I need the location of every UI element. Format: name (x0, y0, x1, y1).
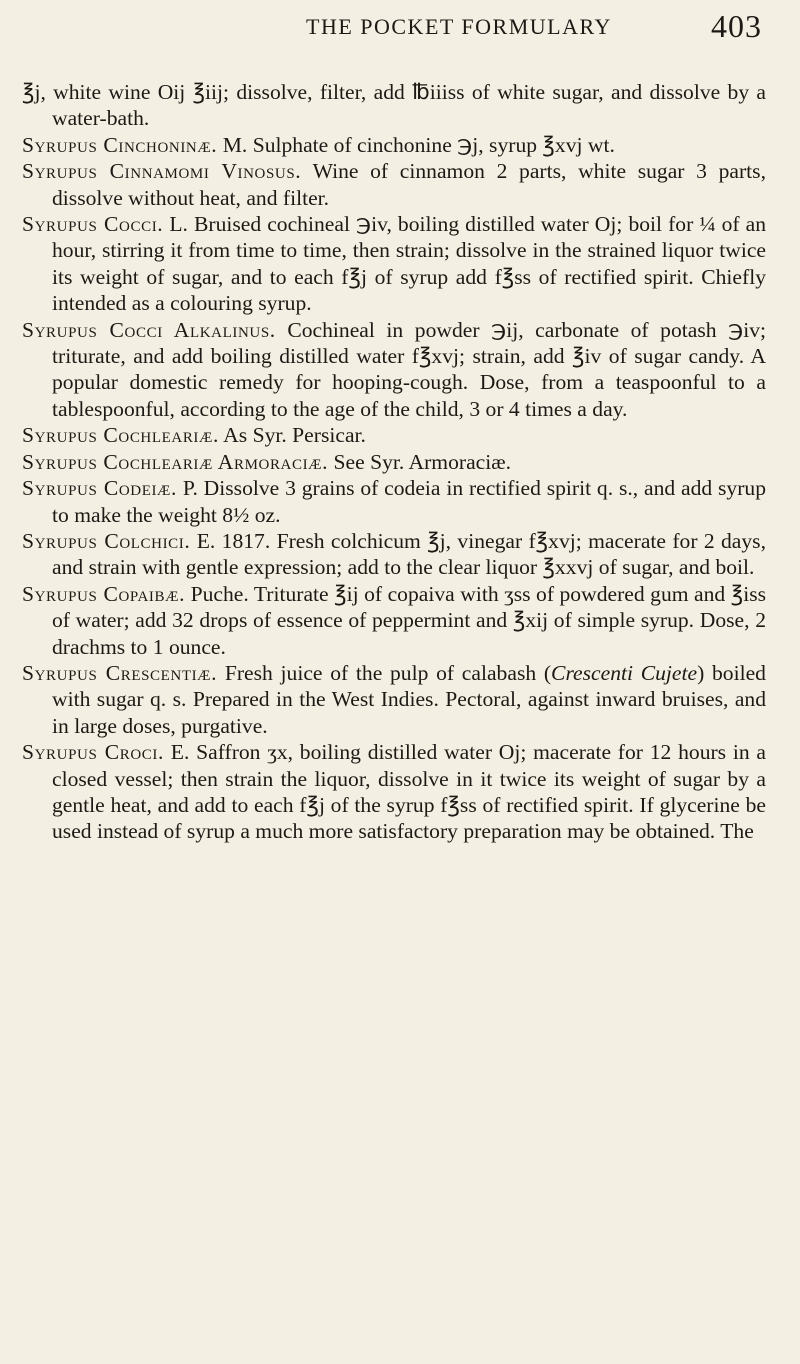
entry-body: E. Saffron ʒx, boiling distilled water Oj; macerate for 12 hours in a closed vessel; then strain the liquor, dissolve in it twice its weight of sugar by a gentle heat, and add to each f℥j of the syrup f℥ss of rectified spirit. If glycerine be used instead of syrup a much more satisfactory preparation may be obtained. The (52, 740, 766, 844)
entry-body-italic: Crescenti Cujete (551, 660, 698, 685)
entry-syrupus-cinnamomi-vinosus (22, 158, 766, 211)
entry-heading: Syrupus Cochleariæ. (22, 423, 219, 448)
entry-body: M. Sulphate of cinchonine ℈j, syrup ℥xvj wt. (217, 132, 615, 157)
entry-heading: Syrupus Copaibæ. (22, 581, 186, 606)
entry-body: As Syr. Persicar. (218, 423, 366, 448)
entry-body-text: ) boiled with sugar q. s. Prepared in the West Indies. Pectoral, against inward bruises, and in large doses, purgative. (52, 660, 766, 738)
entry-body: P. Dissolve 3 grains of codeia in rectified spirit q. s., and add syrup to make the weight 8½ oz. (52, 476, 766, 527)
page-header (22, 0, 766, 86)
entry-body: ℥j, white wine Oij ℥iij; dissolve, filter, add ℔iiiss of white sugar, and dissolve by a water-bath. (22, 80, 766, 131)
entry-heading: Syrupus Cinchoninæ. (22, 132, 218, 157)
entry-syrupus-cinchoninae (22, 132, 766, 158)
entry-heading: Syrupus Cinnamomi Vinosus. (22, 159, 302, 184)
entry-body-text: Fresh juice of the pulp of calabash ( (217, 660, 552, 685)
entry-body: L. Bruised cochineal ℈iv, boiling distilled water Oj; boil for ¼ of an hour, stirring it from time to time, then strain; dissolve in the strained liquor twice its weight of sugar, and to each f℥j of syrup add f℥ss of rectified spirit. Chiefly intended as a colouring syrup. (52, 212, 766, 316)
running-head: THE POCKET FORMULARY (306, 14, 612, 39)
entry-syrupus-cocci (22, 211, 766, 317)
entry-heading: Syrupus Colchici. (22, 528, 191, 553)
page-number: 403 (711, 8, 762, 44)
entry-syrupus-crescentiae (22, 660, 766, 739)
entry-body: E. 1817. Fresh colchicum ℥j, vinegar f℥xvj; macerate for 2 days, and strain with gentle expression; add to the clear liquor ℥xxvj of sugar, and boil. (52, 528, 766, 580)
entry-heading: Syrupus Cocci Alkalinus. (22, 317, 276, 342)
entry-syrupus-cochleariae-armoraciae (22, 449, 766, 475)
formulary-entries (22, 79, 766, 845)
entry-syrupus-cochleariae (22, 422, 766, 448)
entry-syrupus-codeiae (22, 475, 766, 528)
entry-heading: Syrupus Crescentiæ. (22, 660, 218, 685)
entry-continuation (22, 79, 766, 132)
entry-syrupus-copaibae (22, 581, 766, 660)
entry-syrupus-cocci-alkalinus (22, 317, 766, 423)
entry-body: Puche. Triturate ℥ij of copaiva with ʒss of powdered gum and ℥iss of water; add 32 drops of essence of peppermint and ℥xij of simple syrup. Dose, 2 drachms to 1 ounce. (52, 581, 767, 659)
entry-syrupus-croci (22, 739, 766, 845)
entry-heading: Syrupus Cocci. (22, 212, 164, 237)
entry-heading: Syrupus Croci. (22, 740, 164, 765)
entry-body: Cochineal in powder ℈ij, carbonate of potash ℈iv; triturate, and add boiling distilled water f℥xvj; strain, add ℥iv of sugar candy. A popular domestic remedy for hooping-cough. Dose, from a teaspoonful to a tablespoonful, according to the age of the child, 3 or 4 times a day. (52, 317, 766, 421)
entry-body: See Syr. Armoraciæ. (328, 449, 512, 474)
entry-heading: Syrupus Codeiæ. (22, 476, 177, 501)
entry-heading: Syrupus Cochleariæ Armoraciæ. (22, 449, 329, 474)
entry-body: Wine of cinnamon 2 parts, white sugar 3 parts, dissolve without heat, and filter. (52, 159, 766, 210)
entry-syrupus-colchici (22, 528, 766, 581)
